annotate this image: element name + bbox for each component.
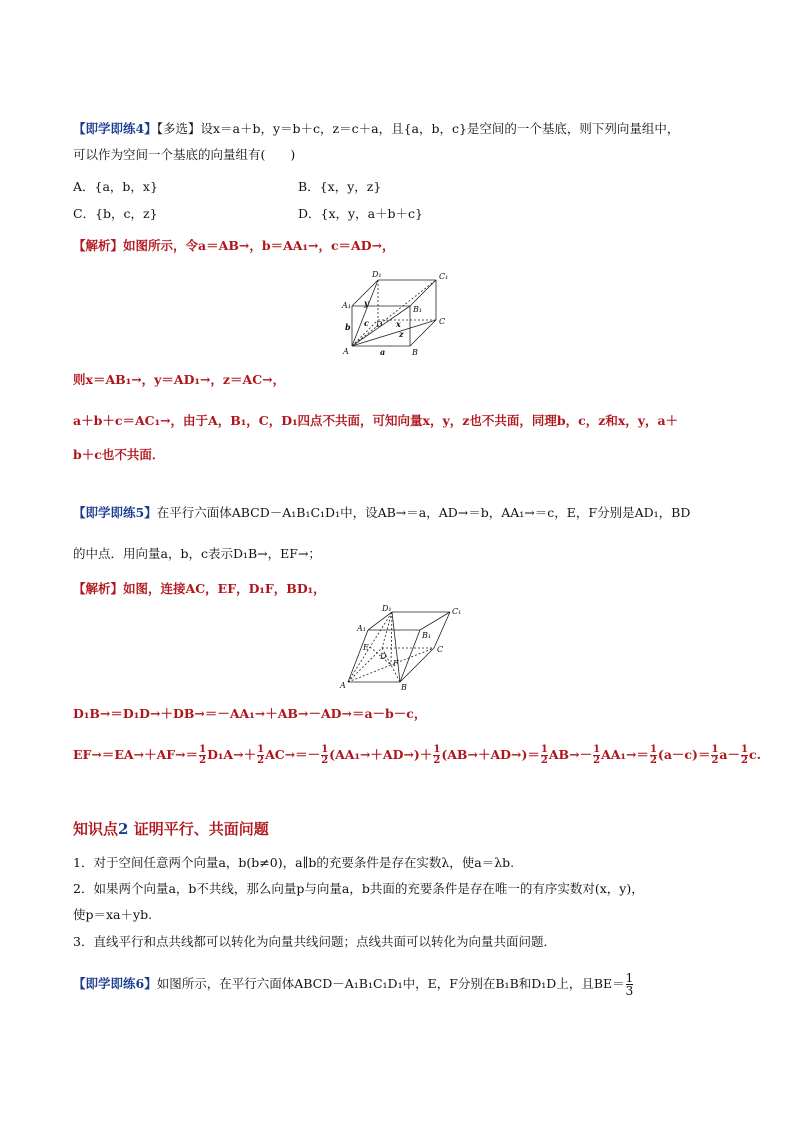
fraction-half-7 [650, 745, 657, 766]
frac-den: 2 [199, 755, 207, 766]
ex5-eq-part-d: (AA₁→＋AD→)＋ [329, 747, 433, 762]
frac-den: 2 [649, 755, 657, 766]
ex5-analysis-line3 [73, 744, 761, 766]
ex4-fig-label-c: C [439, 317, 446, 326]
fraction-half-6 [593, 745, 600, 766]
ex4-option-d: D．{x，y，a＋b＋c} [298, 206, 423, 221]
ex4-fig-label-a: A [343, 347, 349, 356]
ex5-question-line2: 的中点．用向量a，b，c表示D₁B→，EF→； [73, 546, 321, 561]
ex5-fig-label-c: C [437, 645, 444, 654]
ex4-option-b: B．{x，y，z} [298, 179, 382, 194]
frac-den: 2 [321, 755, 329, 766]
ex4-fig-label-z-vec: z [399, 329, 404, 339]
ex5-analysis-tag: 【解析】 [73, 581, 124, 596]
ex5-eq-part-j: c. [749, 747, 761, 762]
ex5-analysis-text1: 如图，连接AC，EF，D₁F，BD₁， [123, 581, 326, 596]
fraction-half-3 [321, 745, 328, 766]
kp2-label: 知识点 [73, 820, 119, 838]
ex4-fig-label-b: B [412, 348, 418, 357]
ex4-analysis-line4: b＋c也不共面． [73, 447, 165, 462]
ex4-fig-label-b-vec: b [345, 322, 351, 332]
kp2-heading [73, 818, 269, 839]
ex5-eq-part-e: (AB→＋AD→)＝ [441, 747, 540, 762]
frac-num: 1 [257, 744, 265, 755]
ex4-fig-label-b1: B₁ [413, 305, 423, 314]
fraction-half-4 [433, 745, 440, 766]
kp2-item-2: 2．如果两个向量a，b不共线，那么向量p与向量a，b共面的充要条件是存在唯一的有序实数对(x，y)， [73, 881, 644, 896]
ex4-fig-label-a-vec: a [380, 347, 386, 357]
ex4-figure [338, 266, 458, 358]
ex4-analysis-text1: 如图所示，令a＝AB→，b＝AA₁→，c＝AD→， [123, 238, 395, 253]
ex4-tag: 【即学即练4】 [73, 121, 157, 136]
ex5-eq-part-f: AB→－ [548, 747, 593, 762]
kp2-number: 2 [118, 820, 129, 838]
fraction-half-1 [199, 745, 206, 766]
fraction-half-9 [741, 745, 748, 766]
ex5-eq-part-h: (a－c)＝ [657, 747, 711, 762]
ex5-eq-part-i: a－ [719, 747, 741, 762]
frac-num: 1 [649, 744, 657, 755]
ex5-fig-label-b1: B₁ [422, 631, 432, 640]
frac-num: 1 [625, 971, 634, 985]
ex4-fig-label-a1: A₁ [342, 301, 351, 310]
fraction-half-8 [711, 745, 718, 766]
ex4-question-line1 [73, 121, 679, 137]
ex4-fig-label-x-vec: x [396, 319, 401, 329]
ex5-fig-label-c1: C₁ [452, 607, 462, 616]
ex4-fig-label-d: D [376, 320, 383, 329]
ex5-fig-label-d1: D₁ [382, 604, 392, 613]
ex6-fraction [626, 972, 634, 997]
ex5-eq-part-b: D₁A→＋ [207, 747, 257, 762]
ex4-question-text1: 设x＝a＋b，y＝b＋c，z＝c＋a，且{a，b，c}是空间的一个基底，则下列向量组中， [200, 121, 680, 136]
ex4-fig-label-d1: D₁ [372, 270, 382, 279]
frac-num: 1 [433, 744, 441, 755]
ex4-option-a: A．{a，b，x} [73, 179, 158, 194]
frac-num: 1 [711, 744, 719, 755]
ex5-eq-part-c: AC→＝－ [265, 747, 321, 762]
ex5-analysis-line2: D₁B→＝D₁D→＋DB→＝－AA₁→＋AB→－AD→＝a－b－c， [73, 706, 427, 721]
fraction-half-5 [541, 745, 548, 766]
frac-num: 1 [593, 744, 601, 755]
ex5-fig-label-f: F [393, 659, 399, 668]
ex6-question-text1: 如图所示，在平行六面体ABCD－A₁B₁C₁D₁中，E，F分别在B₁B和D₁D上，且BE＝ [156, 976, 625, 991]
ex4-analysis-line3: a＋b＋c＝AC₁→，由于A，B₁，C，D₁四点不共面，可知向量x，y，z也不共面，同理b，c，z和x，y，a＋ [73, 413, 679, 428]
ex6-question-line1 [73, 972, 634, 997]
ex5-fig-label-a: A [340, 681, 346, 690]
ex5-eq-part-a: EF→＝EA→＋AF→＝ [73, 747, 199, 762]
ex4-fig-label-y-vec: y [364, 298, 369, 308]
ex4-analysis-line2: 则x＝AB₁→，y＝AD₁→，z＝AC→， [73, 372, 286, 387]
ex4-fig-label-c1: C₁ [439, 272, 449, 281]
kp2-item-1: 1．对于空间任意两个向量a，b(b≠0)，a∥b的充要条件是存在实数λ，使a＝λb. [73, 855, 515, 870]
ex4-analysis-line1 [73, 238, 395, 254]
ex4-multi-tag: 【多选】 [156, 121, 201, 136]
frac-den: 2 [540, 755, 548, 766]
fraction-half-2 [257, 745, 264, 766]
kp2-item-2-cont: 使p＝xa＋yb. [73, 907, 153, 922]
ex4-option-c: C．{b，c，z} [73, 206, 158, 221]
ex5-figure [338, 604, 460, 692]
ex5-fig-label-b: B [401, 683, 407, 692]
kp2-item-3: 3．直线平行和点共线都可以转化为向量共线问题；点线共面可以转化为向量共面问题． [73, 934, 556, 949]
ex6-tag: 【即学即练6】 [73, 976, 157, 991]
ex5-fig-label-d: D [380, 652, 387, 661]
kp2-title: 证明平行、共面问题 [133, 820, 269, 838]
ex5-question-text1: 在平行六面体ABCD－A₁B₁C₁D₁中，设AB→＝a，AD→＝b，AA₁→＝c，E，F分别是AD₁，BD [156, 505, 691, 520]
frac-den: 2 [257, 755, 265, 766]
ex5-eq-part-g: AA₁→＝ [601, 747, 649, 762]
ex5-question-line1 [73, 505, 690, 521]
frac-num: 1 [540, 744, 548, 755]
ex4-analysis-tag: 【解析】 [73, 238, 124, 253]
frac-den: 2 [741, 755, 748, 766]
frac-den: 2 [593, 755, 601, 766]
frac-den: 2 [433, 755, 441, 766]
frac-num: 1 [741, 744, 748, 755]
ex4-question-line2: 可以作为空间一个基底的向量组有( ) [73, 147, 296, 162]
frac-den: 2 [711, 755, 719, 766]
ex5-tag: 【即学即练5】 [73, 505, 157, 520]
ex5-fig-label-e: E [363, 643, 369, 652]
ex5-analysis-line1 [73, 581, 326, 597]
frac-num: 1 [321, 744, 329, 755]
ex5-fig-label-a1: A₁ [357, 624, 366, 633]
frac-num: 1 [199, 744, 207, 755]
frac-den: 3 [625, 984, 634, 998]
ex4-fig-label-c-vec: c [364, 318, 369, 328]
